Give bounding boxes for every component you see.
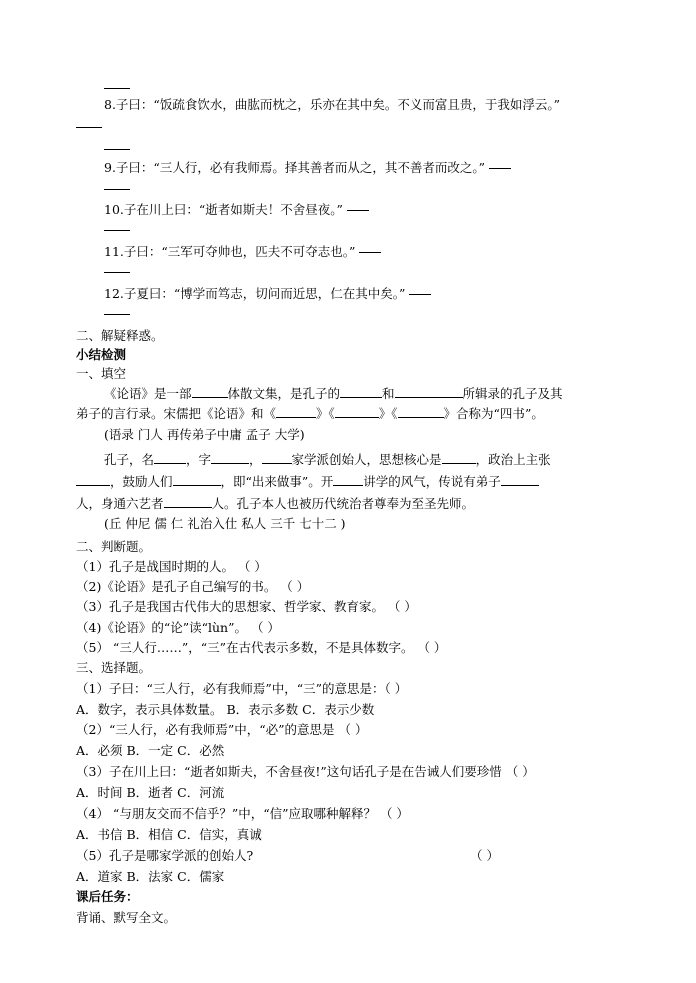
quote-11: 11.子曰：“三军可夺帅也，匹夫不可夺志也。” xyxy=(104,244,381,260)
choice-options: A．书信 B．相信 C．信实，真诚 xyxy=(76,827,262,842)
answer-dash xyxy=(104,149,130,150)
fill-hint1: (语录 门人 再传弟子中庸 孟子 大学) xyxy=(104,427,305,442)
answer-dash xyxy=(104,88,130,89)
answer-dash xyxy=(104,272,130,273)
choice-title: 三、选择题。 xyxy=(76,660,152,675)
judge-item: （3）孔子是我国古代伟大的思想家、哲学家、教育家。 （ ） xyxy=(76,599,417,614)
choice-question: （4） “与朋友交而不信乎？”中，“信”应取哪种解释？ （ ） xyxy=(76,806,409,821)
fill-para2-line2: ，鼓励人们 ，即“出来做事”。开 讲学的风气，传说有弟子 xyxy=(76,473,539,490)
blank[interactable] xyxy=(276,405,316,418)
quote-9: 9.子曰：“三人行，必有我师焉。择其善者而从之，其不善者而改之。” xyxy=(104,160,511,176)
answer-dash xyxy=(104,230,130,231)
blank[interactable] xyxy=(262,451,292,464)
judge-item: （5） “三人行……”，“三”在古代表示多数，不是具体数字。 （ ） xyxy=(76,640,447,655)
summary-title: 小结检测 xyxy=(76,347,127,362)
section-two-title: 二、解疑释惑。 xyxy=(76,328,164,343)
quote-12: 12.子夏曰：“博学而笃志，切问而近思，仁在其中矣。” xyxy=(104,286,431,302)
choice-question: （5）孔子是哪家学派的创始人? xyxy=(76,848,254,863)
fill-para1-line2: 弟子的言行录。宋儒把《论语》和《 》《 》《 》合称为“四书”。 xyxy=(76,406,544,421)
judge-item: （1）孔子是战国时期的人。 （ ） xyxy=(76,559,267,574)
judge-item: （4)《论语》的“论”读“lùn”。 （ ） xyxy=(76,620,280,635)
homework-title: 课后任务： xyxy=(76,889,139,904)
choice-options: A．时间 B．逝者 C．河流 xyxy=(76,785,225,800)
choice-options: A．道家 B．法家 C．儒家 xyxy=(76,869,225,884)
blank[interactable] xyxy=(442,451,476,464)
blank[interactable] xyxy=(395,385,463,398)
choice-question: （2）“三人行，必有我师焉”中，“必”的意思是 （ ） xyxy=(76,722,368,737)
fill-para2-line1: 孔子，名 ，字 ， 家学派创始人，思想核心是 ，政治上主张 xyxy=(104,452,551,467)
fill-hint2: (丘 仲尼 儒 仁 礼治入仕 私人 三千 七十二 ) xyxy=(104,516,346,531)
judge-item: （2)《论语》是孔子自己编写的书。 （ ） xyxy=(76,579,310,594)
blank[interactable] xyxy=(398,405,444,418)
judge-title: 二、判断题。 xyxy=(76,539,152,554)
blank[interactable] xyxy=(335,405,379,418)
blank[interactable] xyxy=(501,473,539,486)
quote-8: 8.子曰：“饭疏食饮水，曲肱而枕之，乐亦在其中矣。不义而富且贵，于我如浮云。” xyxy=(104,97,560,112)
blank[interactable] xyxy=(340,385,382,398)
choice-answer-paren: （ ） xyxy=(470,848,499,863)
choice-options: A．必须 B．一定 C．必然 xyxy=(76,743,225,758)
blank[interactable] xyxy=(192,385,228,398)
blank[interactable] xyxy=(211,451,249,464)
fill-para2-line3: 人，身通六艺者 人。孔子本人也被历代统治者尊奉为至圣先师。 xyxy=(76,496,475,511)
quote-10: 10.子在川上曰：“逝者如斯夫！不舍昼夜。” xyxy=(104,202,369,218)
blank[interactable] xyxy=(173,473,221,486)
answer-dash xyxy=(104,189,130,190)
blank[interactable] xyxy=(333,473,363,486)
choice-options: A．数字，表示具体数量。 B．表示多数 C．表示少数 xyxy=(76,702,375,717)
choice-question: （3）子在川上曰：“逝者如斯夫，不舍昼夜!”这句话孔子是在告诫人们要珍惜 （ ） xyxy=(76,764,535,779)
blank[interactable] xyxy=(76,473,110,486)
choice-question: （1）子曰：“三人行，必有我师焉”中，“三”的意思是：（ ） xyxy=(76,681,408,696)
answer-dash xyxy=(104,314,130,315)
homework-text: 背诵、默写全文。 xyxy=(76,910,177,925)
answer-dash xyxy=(76,127,102,128)
fill-title: 一、填空 xyxy=(76,366,127,381)
blank[interactable] xyxy=(154,451,186,464)
fill-para1-line1: 《论语》是一部 体散文集，是孔子的 和 所辑录的孔子及其 xyxy=(104,386,563,401)
blank[interactable] xyxy=(164,495,212,508)
